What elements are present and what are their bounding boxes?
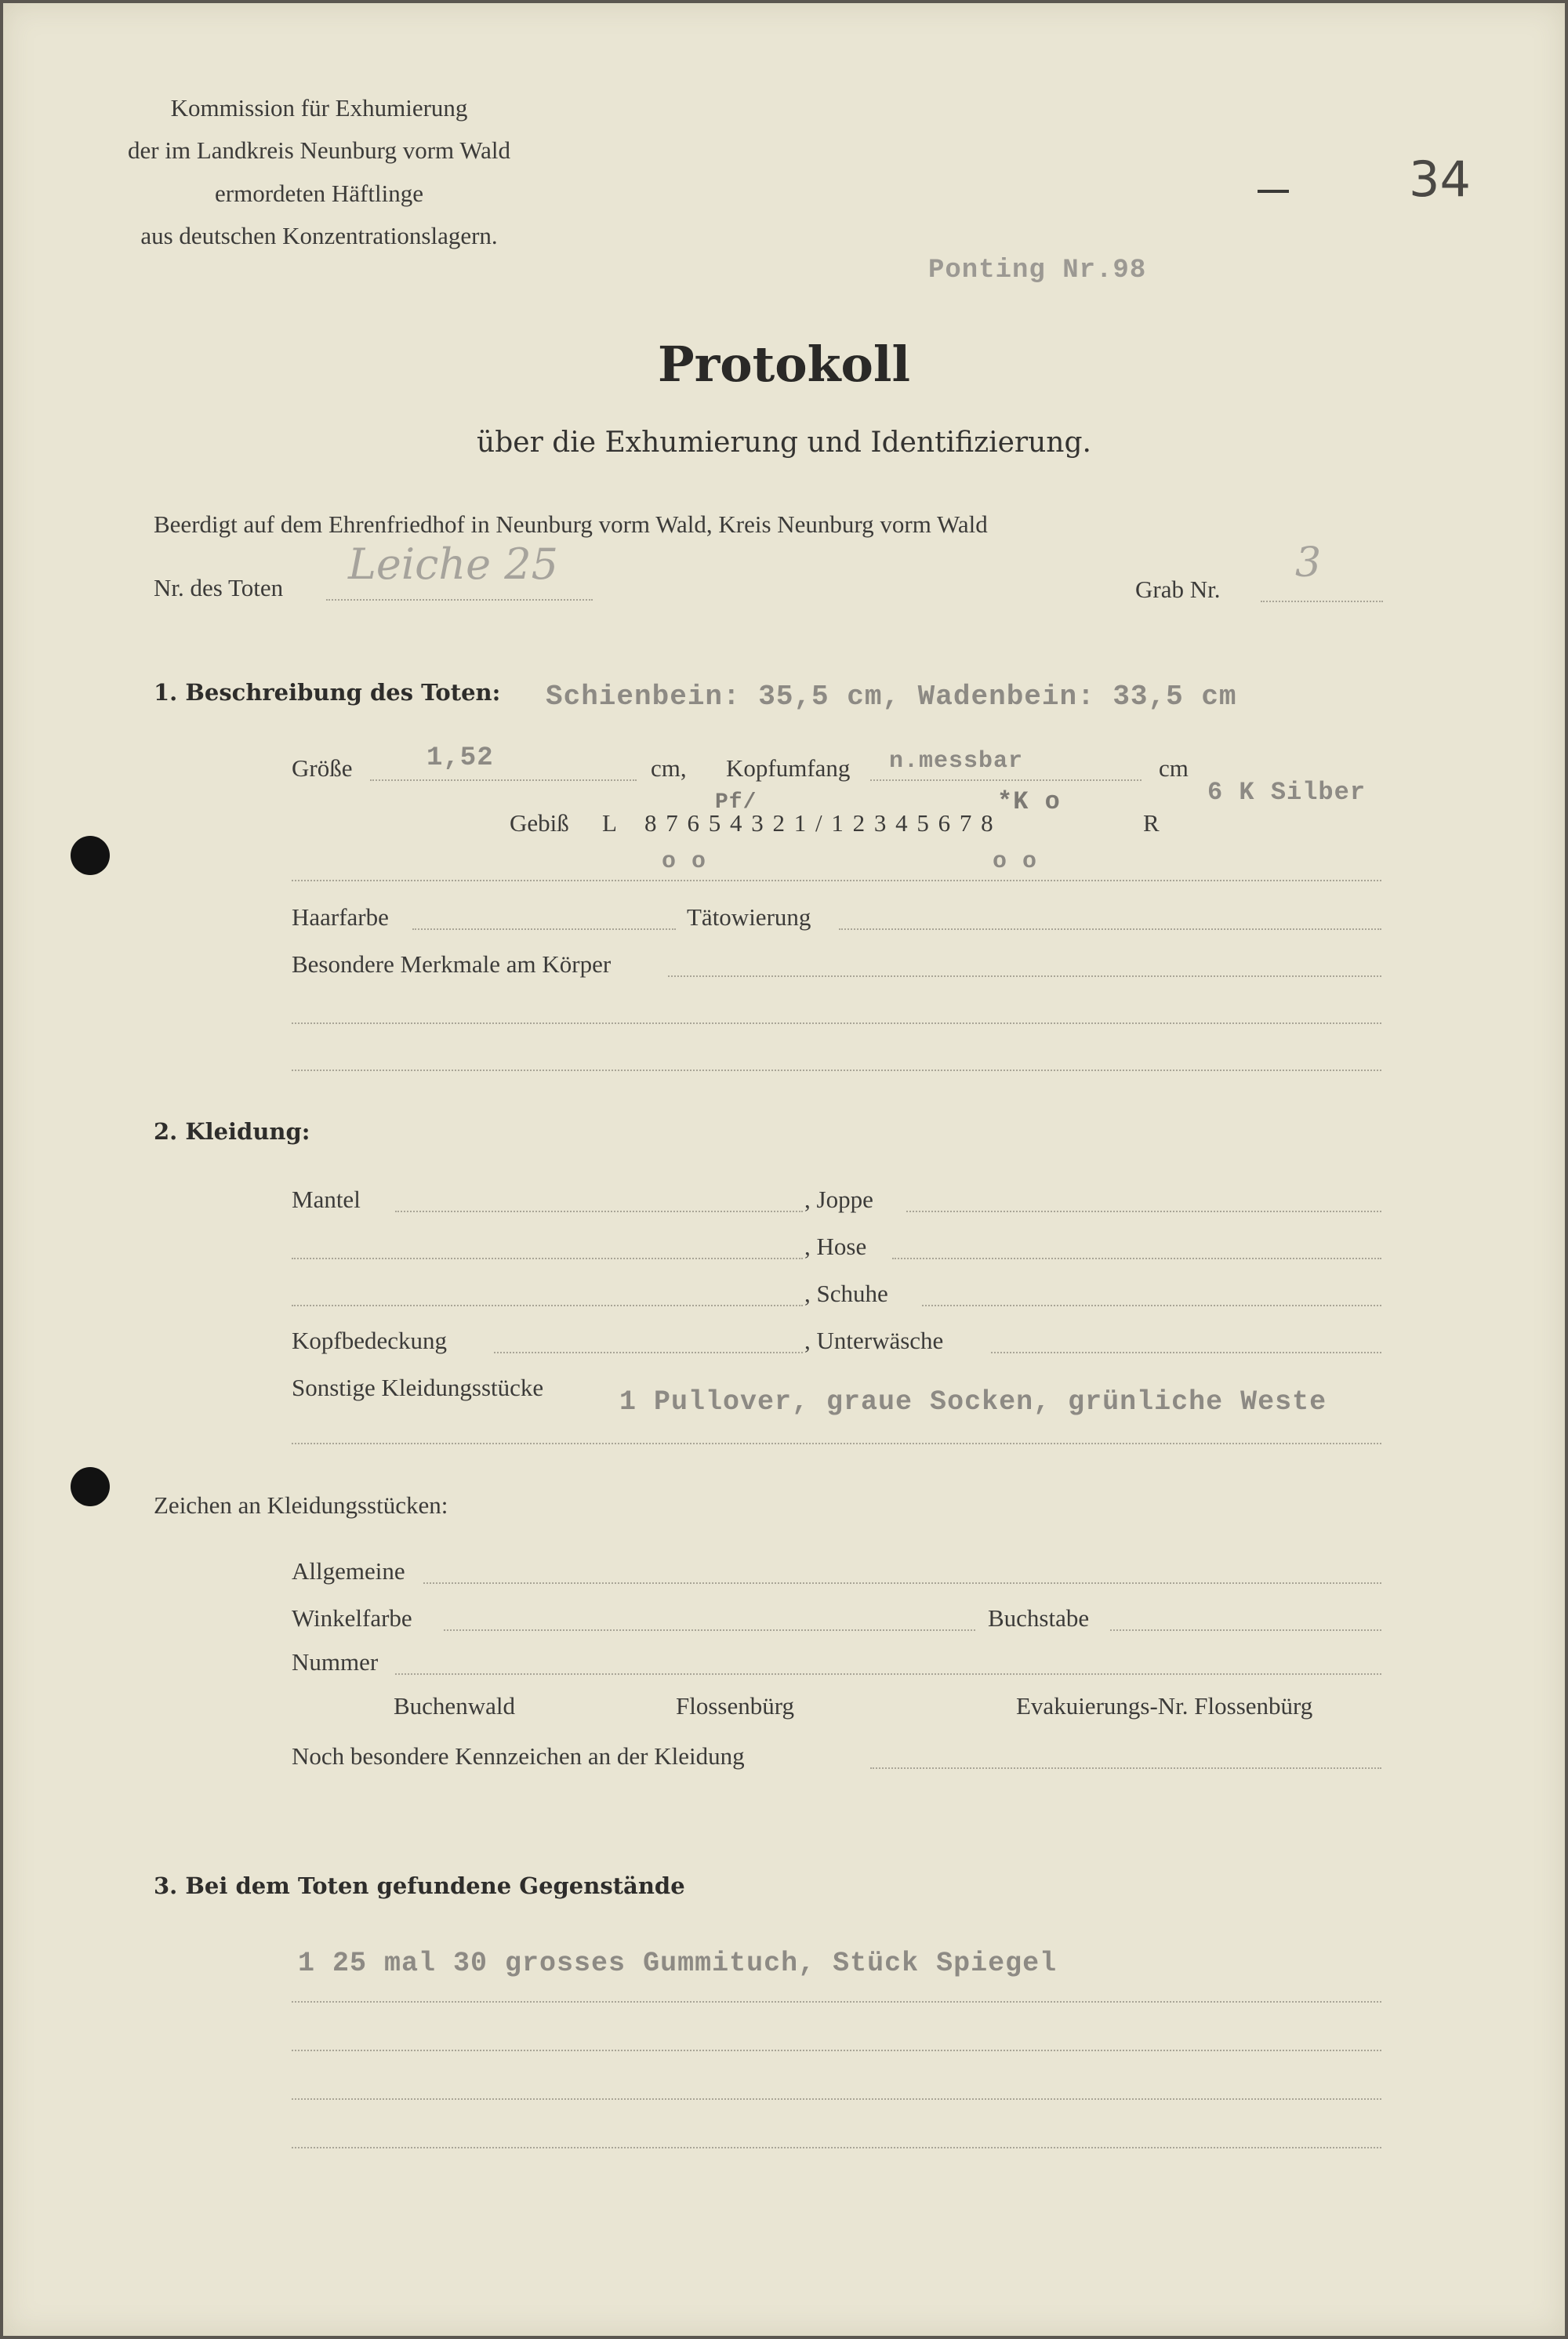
teeth-dots [292, 880, 1381, 881]
hose-dots [892, 1258, 1381, 1259]
features-dots-1 [668, 975, 1381, 977]
page-number: 34 [1409, 151, 1471, 208]
height-dots [370, 779, 637, 781]
winkelfarbe-label: Winkelfarbe [292, 1604, 412, 1632]
page-subtitle: über die Exhumierung und Identifizierung. [477, 427, 1091, 459]
section3-dots-3 [292, 2098, 1381, 2100]
tattoo-label: Tätowierung [687, 903, 811, 931]
dead-number-dots [326, 599, 593, 601]
hose-left-dots [292, 1258, 803, 1259]
sonstige-label: Sonstige Kleidungsstücke [292, 1374, 544, 1401]
unterwaesche-label: , Unterwäsche [804, 1327, 944, 1354]
commission-line-1: Kommission für Exhumierung [170, 94, 468, 122]
punch-hole-bottom [71, 1467, 110, 1506]
noch-kennzeichen-dots [870, 1767, 1381, 1769]
section3-dots-1 [292, 2001, 1381, 2003]
section3-typed-value: 1 25 mal 30 grosses Gummituch, Stück Spiegel [298, 1948, 1058, 1979]
typed-reference: Ponting Nr.98 [928, 256, 1147, 285]
joppe-dots [906, 1211, 1381, 1212]
buchstabe-dots [1110, 1629, 1381, 1631]
tattoo-dots [839, 928, 1381, 930]
height-label: Größe [292, 754, 353, 782]
features-dots-3 [292, 1070, 1381, 1071]
dead-number-label: Nr. des Toten [154, 574, 284, 601]
schuhe-label: , Schuhe [804, 1280, 888, 1307]
commission-line-3: ermordeten Häftlinge [215, 180, 423, 207]
teeth-typed-upper-right: *K o [997, 787, 1061, 816]
teeth-typed-upper-left: Pf/ [715, 790, 757, 815]
grave-number-value: 3 [1295, 539, 1322, 587]
noch-kennzeichen-label: Noch besondere Kennzeichen an der Kleidung [292, 1742, 745, 1770]
height-value: 1,52 [426, 743, 494, 773]
dead-number-value: Leiche 25 [348, 539, 558, 589]
head-circumference-dots [870, 779, 1142, 781]
head-circumference-label: Kopfumfang [726, 754, 851, 782]
teeth-row: 8 7 6 5 4 3 2 1 / 1 2 3 4 5 6 7 8 [644, 809, 995, 837]
buchenwald-label: Buchenwald [394, 1692, 515, 1720]
nummer-label: Nummer [292, 1648, 379, 1676]
page-mark [1258, 190, 1289, 193]
page-title: Protokoll [657, 336, 911, 393]
commission-line-4: aus deutschen Konzentrationslagern. [140, 222, 498, 249]
head-circumference-value: n.messbar [889, 748, 1024, 775]
marks-heading: Zeichen an Kleidungsstücken: [154, 1491, 448, 1519]
head-circumference-unit: cm [1159, 754, 1189, 782]
sonstige-value: 1 Pullover, graue Socken, grünliche Weste [619, 1386, 1327, 1418]
mantel-label: Mantel [292, 1186, 361, 1213]
kopfbedeckung-dots [494, 1352, 803, 1353]
teeth-marks-right: o o [993, 848, 1038, 875]
commission-line-2: der im Landkreis Neunburg vorm Wald [128, 136, 510, 164]
height-unit: cm, [651, 754, 687, 782]
schuhe-dots [922, 1305, 1381, 1306]
punch-hole-top [71, 836, 110, 875]
buchstabe-label: Buchstabe [988, 1604, 1090, 1632]
kopfbedeckung-label: Kopfbedeckung [292, 1327, 447, 1354]
grave-number-dots [1261, 601, 1383, 602]
teeth-note: 6 K Silber [1207, 778, 1367, 807]
mantel-dots [395, 1211, 803, 1212]
joppe-label: , Joppe [804, 1186, 873, 1213]
schuhe-left-dots [292, 1305, 803, 1306]
section3-dots-4 [292, 2147, 1381, 2148]
teeth-right: R [1143, 809, 1160, 837]
evakuierung-label: Evakuierungs-Nr. Flossenbürg [1016, 1692, 1313, 1720]
document-page [3, 3, 1565, 2336]
section3-heading: 3. Bei dem Toten gefundene Gegenstände [154, 1872, 685, 1899]
nummer-dots [395, 1673, 1381, 1675]
section2-heading: 2. Kleidung: [154, 1118, 310, 1145]
section1-typed-value: Schienbein: 35,5 cm, Wadenbein: 33,5 cm [546, 681, 1237, 713]
burial-line: Beerdigt auf dem Ehrenfriedhof in Neunburg vorm Wald, Kreis Neunburg vorm Wald [154, 510, 988, 538]
sonstige-dots [292, 1443, 1381, 1444]
flossenburg-label: Flossenbürg [676, 1692, 795, 1720]
unterwaesche-dots [991, 1352, 1381, 1353]
hair-color-label: Haarfarbe [292, 903, 389, 931]
features-label: Besondere Merkmale am Körper [292, 950, 612, 978]
features-dots-2 [292, 1022, 1381, 1024]
hose-label: , Hose [804, 1233, 867, 1260]
grave-number-label: Grab Nr. [1135, 576, 1221, 603]
winkelfarbe-dots [444, 1629, 975, 1631]
teeth-left: L [602, 809, 617, 837]
teeth-label: Gebiß [510, 809, 569, 837]
allgemeine-label: Allgemeine [292, 1557, 405, 1585]
hair-color-dots [412, 928, 676, 930]
teeth-marks-left: o o [662, 848, 707, 875]
allgemeine-dots [423, 1582, 1381, 1584]
section3-dots-2 [292, 2050, 1381, 2051]
section1-heading: 1. Beschreibung des Toten: [154, 679, 501, 706]
